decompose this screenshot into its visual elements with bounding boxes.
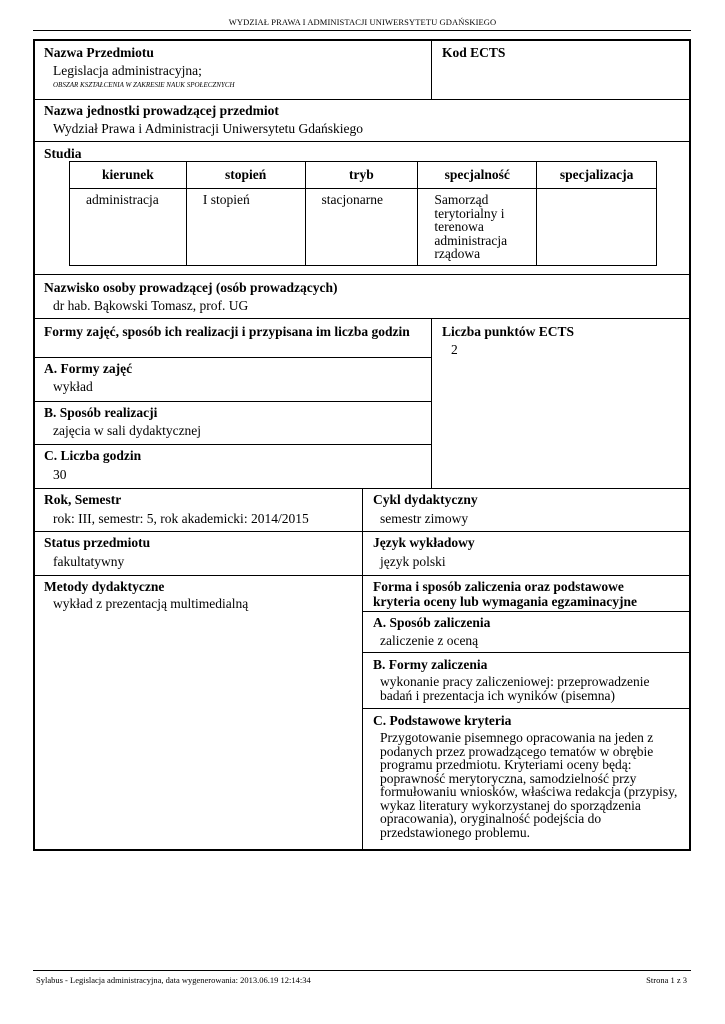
forms-c-cell [35, 444, 431, 489]
assessment-c-label: C. Podstawowe kryteria [373, 713, 512, 728]
studies-label: Studia [44, 146, 82, 161]
unit-section [35, 99, 689, 141]
year-section [35, 488, 689, 531]
studies-table [69, 161, 657, 266]
forms-b-value: zajęcia w sali dydaktycznej [53, 423, 202, 438]
course-area: OBSZAR KSZTAŁCENIA W ZAKRESIE NAUK SPOŁECZNYCH [53, 81, 235, 89]
studies-header-row [70, 162, 657, 189]
year-value: rok: III, semestr: 5, rok akademicki: 2014/2015 [53, 511, 309, 526]
language-label: Język wykładowy [373, 535, 475, 550]
course-name-label: Nazwa Przedmiotu [44, 45, 154, 60]
assessment-a-cell [363, 611, 689, 652]
assessment-a-label: A. Sposób zaliczenia [373, 615, 491, 630]
studies-col-header: stopień [186, 162, 305, 189]
assessment-label: Forma i sposób zaliczenia oraz podstawowe kryteria oceny lub wymagania egzaminacyjne [373, 579, 637, 609]
course-name-section [35, 41, 689, 99]
status-section [35, 531, 689, 575]
lecturer-label: Nazwisko osoby prowadzącej (osób prowadzących) [44, 280, 338, 295]
studies-col-header: tryb [305, 162, 418, 189]
syllabus-frame [33, 39, 691, 851]
studies-cell: Samorząd terytorialny i terenowa administracja rządowa [418, 189, 537, 266]
studies-cell: administracja [70, 189, 187, 266]
studies-data-row [70, 189, 657, 266]
forms-label: Formy zajęć, sposób ich realizacji i przypisana im liczba godzin [44, 324, 410, 339]
footer-divider [33, 970, 691, 971]
assessment-a-value: zaliczenie z oceną [380, 633, 479, 648]
assessment-b-label: B. Formy zaliczenia [373, 657, 488, 672]
cycle-value: semestr zimowy [380, 511, 469, 526]
studies-cell [537, 189, 657, 266]
methods-cell [35, 576, 363, 850]
cycle-label: Cykl dydaktyczny [373, 492, 478, 507]
studies-cell: I stopień [186, 189, 305, 266]
forms-left-column [35, 319, 432, 489]
unit-value: Wydział Prawa i Administracji Uniwersytetu Gdańskiego [53, 121, 363, 136]
forms-a-cell [35, 357, 431, 401]
methods-section [35, 575, 689, 849]
assessment-c-cell [363, 708, 689, 850]
forms-b-cell [35, 401, 431, 444]
studies-cell: stacjonarne [305, 189, 418, 266]
forms-b-label: B. Sposób realizacji [44, 405, 158, 420]
course-name-value: Legislacja administracyjna; [53, 63, 202, 78]
assessment-c-value: Przygotowanie pisemnego opracowania na jeden z podanych przez prowadzącego tematów w obrębie programu przedmiotu. Kryteriami oceny będą: poprawność merytoryczna, samodzielność przy formułowaniu wniosków, właściwa redakcja (przypisy, wykaz literatury wykorzystanej do sporządzenia opracowania), oryginalność podejścia do przedstawionego problemu. [380, 730, 678, 840]
forms-a-label: A. Formy zajęć [44, 361, 133, 376]
forms-a-value: wykład [53, 379, 93, 394]
forms-c-label: C. Liczba godzin [44, 448, 142, 463]
year-cell [35, 489, 363, 532]
methods-label: Metody dydaktyczne [44, 579, 165, 594]
status-label: Status przedmiotu [44, 535, 151, 550]
assessment-column [363, 576, 689, 850]
lecturer-section [35, 274, 689, 318]
forms-c-value: 30 [53, 467, 67, 482]
language-value: język polski [380, 554, 446, 569]
year-label: Rok, Semestr [44, 492, 122, 507]
methods-value: wykład z prezentacją multimedialną [53, 596, 249, 611]
status-cell [35, 532, 363, 576]
studies-col-header: specjalność [418, 162, 537, 189]
assessment-b-cell [363, 652, 689, 708]
course-name-cell [35, 41, 432, 99]
studies-section [35, 141, 689, 274]
studies-col-header: kierunek [70, 162, 187, 189]
footer-page-number: Strona 1 z 3 [646, 975, 687, 985]
unit-label: Nazwa jednostki prowadzącej przedmiot [44, 103, 279, 118]
page-header-title: WYDZIAŁ PRAWA I ADMINISTACJI UNIWERSYTETU GDAŃSKIEGO [228, 17, 497, 27]
studies-col-header: specjalizacja [537, 162, 657, 189]
ects-code-label: Kod ECTS [442, 45, 506, 60]
status-value: fakultatywny [53, 554, 125, 569]
assessment-b-value: wykonanie pracy zaliczeniowej: przeprowadzenie badań i prezentacja ich wyników (pisemna) [380, 674, 650, 703]
forms-section [35, 318, 689, 488]
ects-points-value: 2 [451, 342, 458, 357]
header-divider [33, 30, 691, 31]
lecturer-value: dr hab. Bąkowski Tomasz, prof. UG [53, 298, 249, 313]
ects-points-label: Liczba punktów ECTS [442, 324, 575, 339]
footer-generated-info: Sylabus - Legislacja administracyjna, data wygenerowania: 2013.06.19 12:14:34 [36, 975, 311, 985]
